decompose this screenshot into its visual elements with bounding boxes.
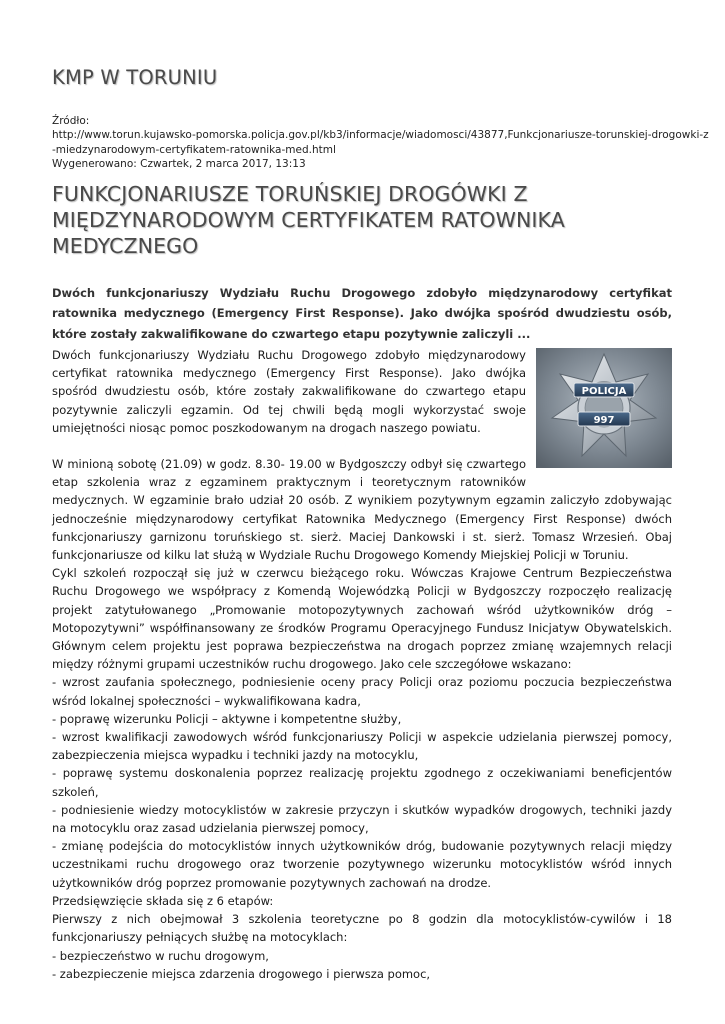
paragraph-2: W minioną sobotę (21.09) w godz. 8.30- 19.00 w Bydgoszczy odbył się czwartego etap szkolenia wraz z egzaminem praktycznym i teoretycznym ratowników medycznych. W egzaminie brało udział 20 osób. Z wynikiem pozytywnym egzamin zaliczyło zdobywając jednocześnie międzynarodowy certyfikat Ratownika Medycznego (Emergency First Response) dwóch funkcjonariuszy garnizonu toruńskiego st. sierż. Maciej Dankowski i st. sierż. Tomasz Wrzesień. Obaj funkcjonariusze od kilku lat służą w Wydziale Ruchu Drogowego Komendy Miejskiej Policji w Toruniu.: [52, 457, 672, 563]
stages-intro: Przedsięwzięcie składa się z 6 etapów:: [52, 893, 274, 908]
goal-item: - wzrost kwalifikacji zawodowych wśród funkcjonariuszy Policji w aspekcie udzielania pierwszej pomocy, zabezpieczenia miejsca wypadku i techniki jazdy na motocyklu,: [52, 730, 672, 763]
paragraph-1: Dwóch funkcjonariuszy Wydziału Ruchu Drogowego zdobyło międzynarodowy certyfikat ratownika medycznego (Emergency First Response). Jako dwójka spośród dwudziestu osób, które zostały zakwalifikowane do czwartego etapu pozytywnie zaliczyli egzamin. Od tej chwili będą mogli wykorzystać swoje umiejętności niosąc pomoc poszkodowanym na drogach naszego powiatu.: [52, 348, 526, 435]
stage-1: Pierwszy z nich obejmował 3 szkolenia teoretyczne po 8 godzin dla motocyklistów-cywilów i 18 funkcjonariuszy pełniących służbę na motocyklach:: [52, 912, 672, 945]
badge-top-text: POLICJA: [581, 386, 627, 397]
stage-1-item: - bezpieczeństwo w ruchu drogowym,: [52, 948, 269, 963]
goal-item: - poprawę wizerunku Policji – aktywne i kompetentne służby,: [52, 711, 402, 726]
source-url-line-2[interactable]: -miedzynarodowym-certyfikatem-ratownika-med.html: [52, 143, 336, 156]
article-title: FUNKCJONARIUSZE TORUŃSKIEJ DROGÓWKI Z MIĘDZYNARODOWYM CERTYFIKATEM RATOWNIKA MEDYCZNEGO: [52, 182, 565, 258]
paragraph-3: Cykl szkoleń rozpoczął się już w czerwcu bieżącego roku. Wówczas Krajowe Centrum Bezpieczeństwa Ruchu Drogowego we współpracy z Komendą Wojewódzką Policji w Bydgoszczy rozpoczęło realizację projekt zatytułowanego „Promowanie motopozytywnych zachowań wśród użytkowników dróg – Motopozytywni” współfinansowany ze środków Programu Operacyjnego Fundusz Inicjatyw Obywatelskich. Głównym celem projektu jest poprawa bezpieczeństwa na drogach poprzez zmianę wzajemnych relacji między różnymi grupami uczestników ruchu drogowego. Jako cele szczegółowe wskazano:: [52, 566, 672, 672]
source-meta: [52, 114, 709, 171]
badge-number: 997: [593, 415, 615, 426]
stage-1-item: - zabezpieczenie miejsca zdarzenia drogowego i pierwsza pomoc,: [52, 966, 431, 981]
goal-item: - podniesienie wiedzy motocyklistów w zakresie przyczyn i skutków wypadków drogowych, techniki jazdy na motocyklu oraz zasad udzielania pierwszej pomocy,: [52, 802, 672, 836]
source-url-line-1[interactable]: http://www.torun.kujawsko-pomorska.policja.gov.pl/kb3/informacje/wiadomosci/43877,Funkcjonariusze-torunskiej-drogowki-z: [52, 129, 709, 142]
goal-item: - wzrost zaufania społecznego, podniesienie oceny pracy Policji oraz poziomu poczucia bezpieczeństwa wśród lokalnej społeczności – wykwalifikowana kadra,: [52, 675, 672, 708]
source-label: Źródło:: [52, 115, 90, 127]
generated-date: Wygenerowano: Czwartek, 2 marca 2017, 13:13: [52, 157, 306, 170]
site-title: KMP W TORUNIU: [52, 66, 218, 89]
article-lead: Dwóch funkcjonariuszy Wydziału Ruchu Drogowego zdobyło międzynarodowy certyfikat ratownika medycznego (Emergency First Response). Jako dwójka spośród dwudziestu osób, które zostały zakwalifikowane do czwartego etapu pozytywnie zaliczyli ...: [52, 286, 672, 341]
goal-item: - zmianę podejścia do motocyklistów innych użytkowników dróg, budowanie pozytywnych relacji między uczestnikami ruchu drogowego oraz tworzenie pozytywnego wizerunku motocyklistów wśród innych użytkowników dróg poprzez promowanie pozytywnych zachowań na drodze.: [52, 839, 672, 890]
article-body: [52, 346, 672, 983]
goal-item: - poprawę systemu doskonalenia poprzez realizację projektu zgodnego z oczekiwaniami beneficjentów szkoleń,: [52, 766, 672, 799]
police-badge-image: [536, 348, 672, 468]
